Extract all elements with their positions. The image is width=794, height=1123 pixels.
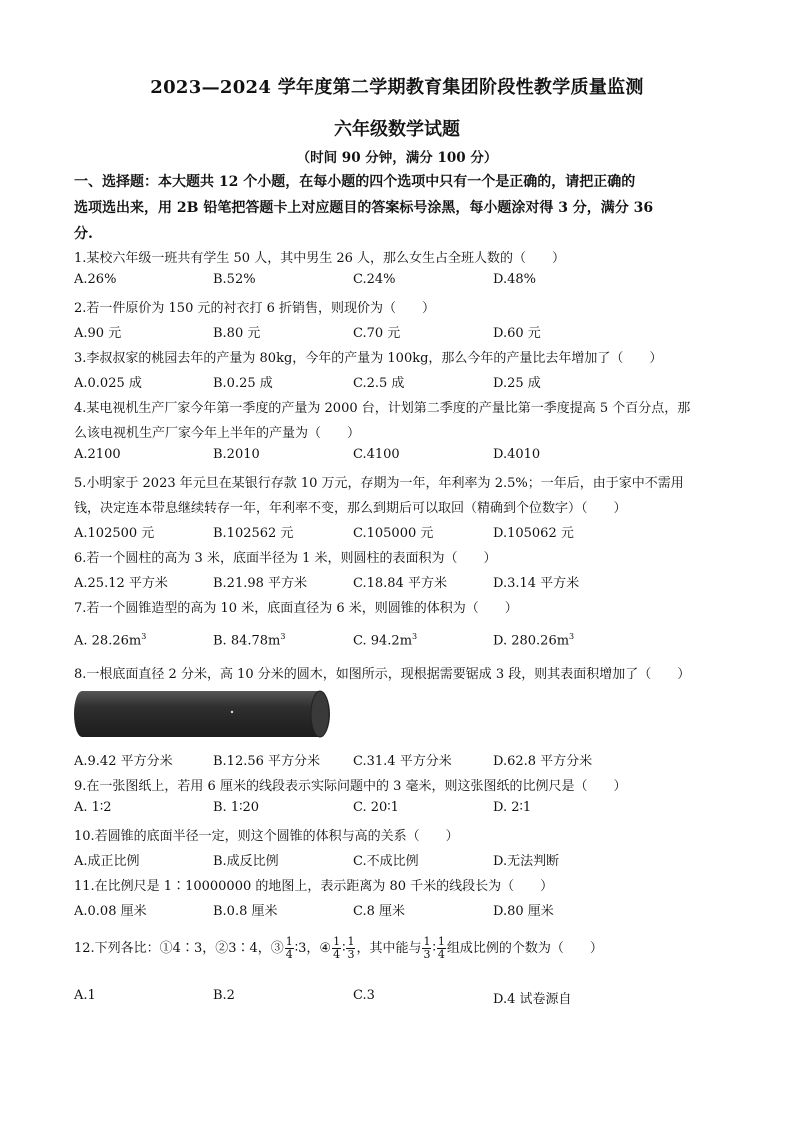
q7-option-a-text: A. 28.26m xyxy=(74,633,142,649)
question-12-options xyxy=(74,988,722,1008)
exam-title: 2023—2024 学年度第二学期教育集团阶段性教学质量监测 xyxy=(150,77,644,98)
q3-option-c: C.2.5 成 xyxy=(353,376,405,391)
q6-option-b: B.21.98 平方米 xyxy=(213,576,308,591)
q12-option-a: A.1 xyxy=(74,988,96,1003)
section-line-1: 一、选择题：本大题共 12 个小题，在每小题的四个选项中只有一个是正确的，请把正确的 xyxy=(74,174,636,190)
q12-text-3: ∶ xyxy=(342,941,346,956)
question-2-stem: 2.若一件原价为 150 元的衬衣打 6 折销售，则现价为（ ） xyxy=(74,301,436,316)
question-12-stem xyxy=(74,936,603,961)
section-instructions xyxy=(74,169,722,247)
q8-option-c: C.31.4 平方分米 xyxy=(353,754,452,769)
q9-option-d: D. 2∶1 xyxy=(493,800,532,815)
cubic-exponent: 3 xyxy=(280,632,286,641)
question-1-options xyxy=(74,272,722,292)
question-4-options xyxy=(74,447,722,467)
q10-option-b: B.成反比例 xyxy=(213,854,279,869)
q3-option-d: D.25 成 xyxy=(493,376,541,391)
question-10-options xyxy=(74,850,722,870)
question-4-stem-line-2: 么该电视机生产厂家今年上半年的产量为（ ） xyxy=(74,426,361,441)
q7-option-d xyxy=(493,632,574,648)
q7-option-d-text: D. 280.26m xyxy=(493,633,570,649)
q7-option-c xyxy=(353,632,417,648)
exam-subtitle: 六年级数学试题 xyxy=(334,119,460,140)
q8-option-a: A.9.42 平方分米 xyxy=(74,754,173,769)
q11-option-d: D.80 厘米 xyxy=(493,904,554,919)
fraction-one-quarter: $\frac{1}{4}$ xyxy=(437,935,445,961)
q10-option-d: D.无法判断 xyxy=(493,854,560,869)
q12-text-1: 12.下列各比：①4∶3，②3∶4，③ xyxy=(74,941,284,956)
q12-text-5: ∶ xyxy=(432,941,436,956)
q2-option-a: A.90 元 xyxy=(74,326,122,341)
question-5-options xyxy=(74,522,722,542)
q7-option-b-text: B. 84.78m xyxy=(213,633,281,649)
question-6-options xyxy=(74,572,722,592)
fraction-one-quarter: $\frac{1}{4}$ xyxy=(285,935,293,961)
question-4-stem-line-1: 4.某电视机生产厂家今年第一季度的产量为 2000 台，计划第二季度的产量比第一季度提高 5 个百分点，那 xyxy=(74,401,691,416)
q9-option-a: A. 1∶2 xyxy=(74,800,112,815)
q1-option-b: B.52% xyxy=(213,272,256,287)
q11-option-c: C.8 厘米 xyxy=(353,904,406,919)
q5-option-a: A.102500 元 xyxy=(74,526,155,541)
cubic-exponent: 3 xyxy=(141,632,147,641)
q9-option-b: B. 1∶20 xyxy=(213,800,260,815)
exam-time-info: （时间 90 分钟，满分 100 分） xyxy=(296,150,498,166)
cubic-exponent: 3 xyxy=(412,632,418,641)
q11-option-b: B.0.8 厘米 xyxy=(213,904,278,919)
section-line-3: 分. xyxy=(74,226,93,242)
q5-option-d: D.105062 元 xyxy=(493,526,574,541)
q2-option-c: C.70 元 xyxy=(353,326,401,341)
question-3-stem: 3.李叔叔家的桃园去年的产量为 80kg，今年的产量为 100kg，那么今年的产量比去年增加了（ ） xyxy=(74,351,663,366)
q11-option-a: A.0.08 厘米 xyxy=(74,904,147,919)
q3-option-a: A.0.025 成 xyxy=(74,376,142,391)
q4-option-a: A.2100 xyxy=(74,447,121,462)
q3-option-b: B.0.25 成 xyxy=(213,376,273,391)
cubic-exponent: 3 xyxy=(569,632,575,641)
question-5-stem-line-1: 5.小明家于 2023 年元旦在某银行存款 10 万元，存期为一年，年利率为 2.5%；一年后，由于家中不需用 xyxy=(74,476,684,491)
q12-option-b: B.2 xyxy=(213,988,235,1003)
q1-option-c: C.24% xyxy=(353,272,396,287)
q4-option-c: C.4100 xyxy=(353,447,400,462)
question-9-stem: 9.在一张图纸上，若用 6 厘米的线段表示实际问题中的 3 毫米，则这张图纸的比例尺是（ ） xyxy=(74,779,627,794)
question-10-stem: 10.若圆锥的底面半径一定，则这个圆锥的体积与高的关系（ ） xyxy=(74,829,459,844)
q8-option-b: B.12.56 平方分米 xyxy=(213,754,321,769)
q12-option-c: C.3 xyxy=(353,988,375,1003)
question-5-stem-line-2: 钱，决定连本带息继续转存一年，年利率不变，那么到期后可以取回（精确到个位数字）（ ） xyxy=(74,501,627,516)
q6-option-c: C.18.84 平方米 xyxy=(353,576,447,591)
q2-option-d: D.60 元 xyxy=(493,326,541,341)
question-2-options xyxy=(74,322,722,342)
q4-option-d: D.4010 xyxy=(493,447,541,462)
question-3-options xyxy=(74,372,722,392)
q4-option-b: B.2010 xyxy=(213,447,260,462)
q6-option-d: D.3.14 平方米 xyxy=(493,576,580,591)
fraction-one-third: $\frac{1}{3}$ xyxy=(347,935,355,961)
question-8-stem: 8.一根底面直径 2 分米，高 10 分米的圆木，如图所示，现根据需要锯成 3 段，则其表面积增加了（ ） xyxy=(74,667,691,682)
q1-option-d: D.48% xyxy=(493,272,536,287)
fraction-one-third: $\frac{1}{3}$ xyxy=(423,935,431,961)
q10-option-c: C.不成比例 xyxy=(353,854,419,869)
question-7-stem: 7.若一个圆锥造型的高为 10 米，底面直径为 6 米，则圆锥的体积为（ ） xyxy=(74,601,518,616)
question-8-options xyxy=(74,750,722,770)
q2-option-b: B.80 元 xyxy=(213,326,261,341)
q1-option-a: A.26% xyxy=(74,272,117,287)
log-cylinder-figure xyxy=(74,688,334,740)
section-line-2: 选项选出来，用 2B 铅笔把答题卡上对应题目的答案标号涂黑，每小题涂对得 3 分，满分 36 xyxy=(74,200,654,216)
q9-option-c: C. 20∶1 xyxy=(353,800,399,815)
question-7-options xyxy=(74,632,722,652)
q12-text-2: ∶3，④ xyxy=(294,941,332,956)
q12-text-6: 组成比例的个数为（ ） xyxy=(446,941,603,956)
q6-option-a: A.25.12 平方米 xyxy=(74,576,168,591)
q12-text-4: ，其中能与 xyxy=(356,941,422,956)
q7-option-a xyxy=(74,632,146,648)
q8-option-d: D.62.8 平方分米 xyxy=(493,754,593,769)
q12-option-d: D.4 试卷源自 xyxy=(493,992,572,1007)
question-11-options xyxy=(74,900,722,920)
q10-option-a: A.成正比例 xyxy=(74,854,140,869)
q5-option-b: B.102562 元 xyxy=(213,526,294,541)
question-1-stem: 1.某校六年级一班共有学生 50 人，其中男生 26 人，那么女生占全班人数的（ ） xyxy=(74,251,566,266)
q7-option-c-text: C. 94.2m xyxy=(353,633,413,649)
question-6-stem: 6.若一个圆柱的高为 3 米，底面半径为 1 米，则圆柱的表面积为（ ） xyxy=(74,551,497,566)
fraction-one-quarter: $\frac{1}{4}$ xyxy=(333,935,341,961)
q5-option-c: C.105000 元 xyxy=(353,526,434,541)
question-9-options xyxy=(74,800,722,820)
q7-option-b xyxy=(213,632,285,648)
question-11-stem: 11.在比例尺是 1∶10000000 的地图上，表示距离为 80 千米的线段长为（ ） xyxy=(74,879,554,894)
